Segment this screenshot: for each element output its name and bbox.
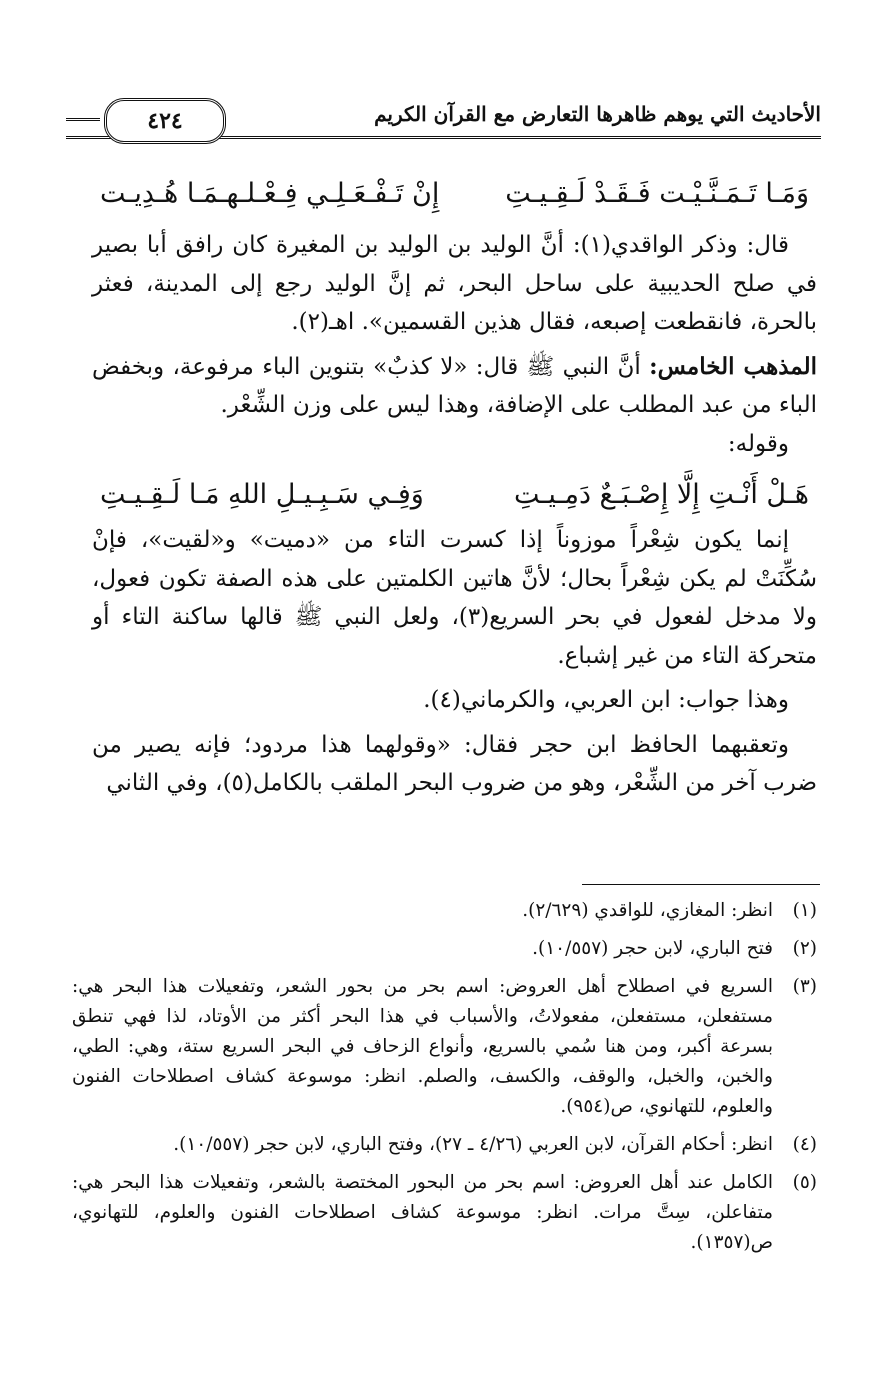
poem-verse-2 bbox=[92, 469, 817, 521]
page-header bbox=[66, 98, 821, 150]
verse-2-second-hemistich: وَفِـي سَـبِـيـلِ اللهِ مَـا لَـقِـيـتِ bbox=[100, 479, 424, 510]
header-dash bbox=[66, 118, 100, 121]
footnote-text: انظر: المغازي، للواقدي (٢/٦٢٩). bbox=[522, 900, 773, 921]
footnote-text: فتح الباري، لابن حجر (١٠/٥٥٧). bbox=[532, 938, 773, 959]
footnote-text: انظر: أحكام القرآن، لابن العربي (٤/٢٦ ـ ٢٧)، وفتح الباري، لابن حجر (١٠/٥٥٧). bbox=[173, 1134, 773, 1155]
poem-verse-1 bbox=[92, 168, 817, 220]
paragraph-fifth-madhhab bbox=[92, 348, 817, 425]
footnote bbox=[72, 896, 817, 926]
footnote-text: السريع في اصطلاح أهل العروض: اسم بحر من بحور الشعر، وتفعيلات هذا البحر هي: مستفعلن، مستفعلن، مفعولاتُ، والأسباب في هذا البحر أكثر من الأوتاد، لذا فهي تنطق بسرعة أكبر، ومن هنا سُمي بالسريع، وأنواع الزحاف في البحر السريع ستة، وهي: الطي، والخبن، والخبل، والوقف، والكسف، والصلم. انظر: موسوعة كشاف اصطلاحات الفنون والعلوم، للتهانوي، ص(٩٥٤). bbox=[72, 976, 773, 1117]
footnote-number: (٢) bbox=[792, 938, 817, 959]
paragraph-waqidi: قال: وذكر الواقدي(١): أنَّ الوليد بن الوليد بن المغيرة كان رافق أبا بصير في صلح الحديبية على ساحل البحر، ثم إنَّ الوليد رجع إلى المدينة، فعثر بالحرة، فانقطعت إصبعه، فقال هذين القسمين». اهـ(٢). bbox=[92, 232, 817, 335]
footnote bbox=[72, 1130, 817, 1160]
paragraph-ibn-hajar: وتعقبهما الحافظ ابن حجر فقال: «وقولهما هذا مردود؛ فإنه يصير من ضرب آخر من الشِّعْر، وهو من ضروب البحر الملقب بالكامل(٥)، وفي الثاني bbox=[92, 731, 817, 796]
footnote-number: (٣) bbox=[792, 976, 817, 997]
footnote bbox=[72, 972, 817, 1122]
footnote bbox=[72, 934, 817, 964]
paragraph-answer: وهذا جواب: ابن العربي، والكرماني(٤). bbox=[423, 687, 789, 713]
page-number: ٤٢٤ bbox=[104, 98, 226, 144]
main-text bbox=[92, 168, 817, 803]
running-title: الأحاديث التي يوهم ظاهرها التعارض مع القرآن الكريم bbox=[374, 102, 821, 126]
verse-2-first-hemistich: هَـلْ أَنْـتِ إِلَّا إِصْـبَـعٌ دَمِـيـتِ bbox=[514, 479, 809, 510]
footnote-number: (٤) bbox=[792, 1134, 817, 1155]
verse-1-first-hemistich: وَمَـا تَـمَـنَّـيْـت فَـقَـدْ لَـقِـيـتِ bbox=[505, 178, 809, 209]
madhhab-heading: المذهب الخامس: bbox=[649, 352, 817, 380]
footnote-separator bbox=[582, 884, 820, 885]
footnotes bbox=[72, 896, 817, 1266]
footnote-number: (١) bbox=[792, 900, 817, 921]
footnote-number: (٥) bbox=[792, 1172, 817, 1193]
verse-1-second-hemistich: إِنْ تَـفْـعَـلِـي فِـعْـلـهـمَـا هُـدِيـت bbox=[100, 178, 440, 209]
paragraph-his-saying: وقوله: bbox=[727, 430, 789, 457]
footnote-text: الكامل عند أهل العروض: اسم بحر من البحور المختصة بالشعر، وتفعيلات هذا البحر هي: متفاعلن، سِتَّ مرات. انظر: موسوعة كشاف اصطلاحات الفنون والعلوم، للتهانوي، ص(١٣٥٧). bbox=[72, 1172, 773, 1253]
footnote bbox=[72, 1168, 817, 1258]
madhhab-text: أنَّ النبي ﷺ قال: «لا كذبٌ» بتنوين الباء مرفوعة، وبخفض الباء من عبد المطلب على الإضافة، وهذا ليس على وزن الشِّعْر. bbox=[92, 353, 817, 418]
paragraph-meter-explanation: إنما يكون شِعْراً موزوناً إذا كسرت التاء من «دميت» و«لقيت»، فإنْ سُكِّنَتْ لم يكن شِعْراً بحال؛ لأنَّ هاتين الكلمتين على هذه الصفة تكون فعول، ولا مدخل لفعول في بحر السريع(٣)، ولعل النبي ﷺ قالها ساكنة التاء أو متحركة التاء من غير إشباع. bbox=[92, 527, 817, 669]
